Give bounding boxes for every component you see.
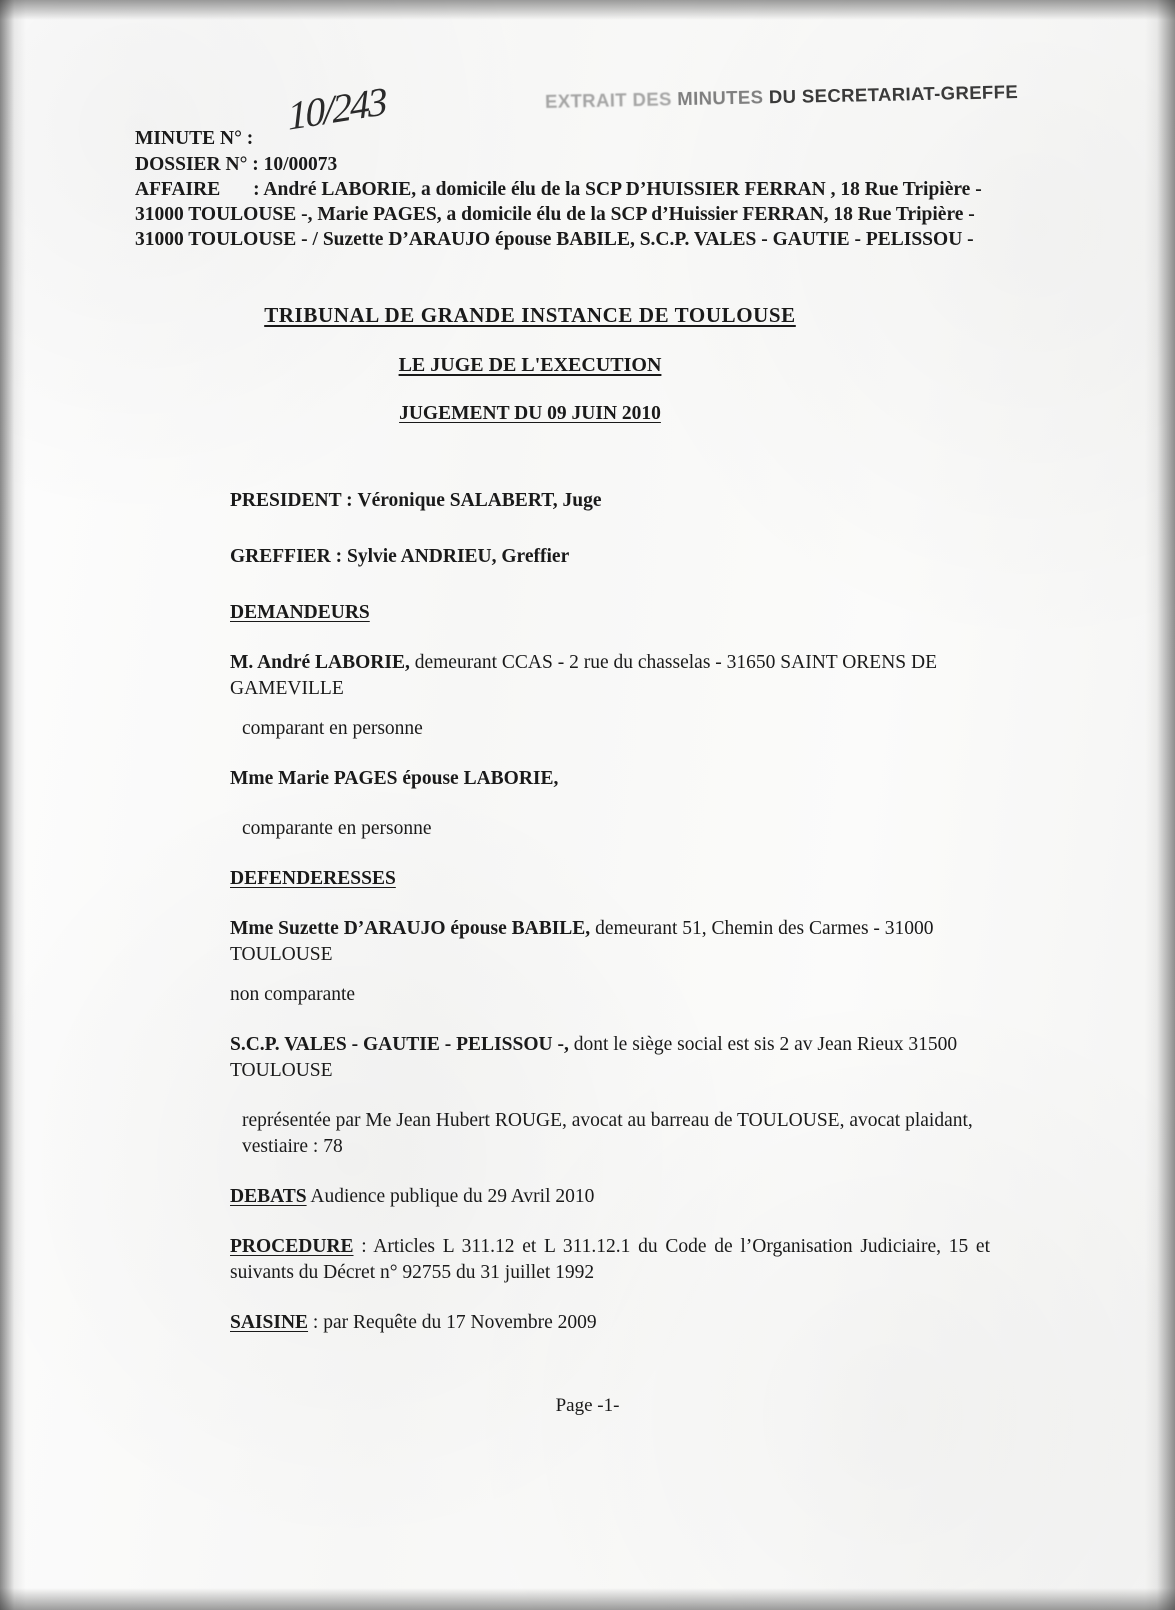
stamp-part-extrait: EXTRAIT DES <box>544 88 672 112</box>
scan-edge-top <box>0 0 1175 20</box>
scan-edge-left <box>0 0 26 1610</box>
saisine-line <box>230 1310 990 1336</box>
minute-handwritten-number: 10/243 <box>286 78 387 139</box>
demandeur-2-status: comparante en personne <box>242 818 432 839</box>
affaire-label: AFFAIRE <box>135 179 221 200</box>
saisine-label: SAISINE <box>230 1312 309 1333</box>
defendeur-2-counsel: représentée par Me Jean Hubert ROUGE, avocat au barreau de TOULOUSE, avocat plaidant, vestiaire : 78 <box>242 1110 973 1157</box>
defendeur-2 <box>230 1032 990 1084</box>
procedure-line <box>230 1234 990 1286</box>
defendeur-1-status: non comparante <box>230 984 356 1005</box>
demandeur-1 <box>230 650 990 702</box>
page-footer <box>0 1395 1175 1417</box>
demandeur-1-name: M. André LABORIE, <box>230 652 410 673</box>
president-line <box>230 488 990 514</box>
defenderesses-heading: DEFENDERESSES <box>230 868 396 889</box>
dossier-label: DOSSIER N° : <box>135 154 259 175</box>
affaire-row <box>135 177 990 252</box>
dossier-row <box>135 152 990 177</box>
affaire-colon: : <box>253 179 260 200</box>
judgment-title: JUGEMENT DU 09 JUIN 2010 <box>399 403 661 424</box>
saisine-value: : par Requête du 17 Novembre 2009 <box>308 1312 597 1333</box>
scan-edge-bottom <box>0 1588 1175 1610</box>
court-title: TRIBUNAL DE GRANDE INSTANCE DE TOULOUSE <box>264 303 796 327</box>
chamber-title: LE JUGE DE L'EXECUTION <box>398 354 662 376</box>
debats-label: DEBATS <box>230 1186 307 1207</box>
demandeur-2-name: Mme Marie PAGES épouse LABORIE, <box>230 768 559 789</box>
defendeur-2-name: S.C.P. VALES - GAUTIE - PELISSOU -, <box>230 1034 569 1055</box>
scan-edge-right <box>1145 0 1175 1610</box>
minute-label: MINUTE N° : <box>135 128 254 149</box>
affaire-text: André LABORIE, a domicile élu de la SCP D’HUISSIER FERRAN , 18 Rue Tripière - 31000 TOULOUSE -, Marie PAGES, a domicile élu de la SCP d’Huissier FERRAN, 18 Rue Tripière - 31000 TOULOUSE - / Suzette D’ARAUJO épouse BABILE, S.C.P. VALES - GAUTIE - PELISSOU - <box>135 179 982 250</box>
debats-value: Audience publique du 29 Avril 2010 <box>306 1186 595 1207</box>
stamp-part-secretariat: DU SECRETARIAT-GREFFE <box>768 81 1019 108</box>
president-value: Véronique SALABERT, Juge <box>357 490 602 511</box>
parties-block <box>230 488 990 1360</box>
procedure-label: PROCEDURE <box>230 1236 354 1257</box>
dossier-value: 10/00073 <box>263 154 338 175</box>
demandeur-1-address: demeurant CCAS - 2 rue du chasselas - 31650 SAINT ORENS DE GAMEVILLE <box>230 652 938 699</box>
defendeur-1-address: demeurant 51, Chemin des Carmes - 31000 TOULOUSE <box>230 918 934 965</box>
defendeur-2-address: dont le siège social est sis 2 av Jean Rieux 31500 TOULOUSE <box>230 1034 958 1081</box>
demandeur-1-status: comparant en personne <box>242 718 423 739</box>
title-block <box>135 303 925 425</box>
defendeur-1-name: Mme Suzette D’ARAUJO épouse BABILE, <box>230 918 591 939</box>
demandeurs-heading: DEMANDEURS <box>230 602 370 623</box>
debats-line <box>230 1184 990 1210</box>
president-label: PRESIDENT : <box>230 490 353 511</box>
procedure-value: : Articles L 311.12 et L 311.12.1 du Code de l’Organisation Judiciaire, 15 et suivants du Décret n° 92755 du 31 juillet 1992 <box>230 1236 990 1283</box>
greffier-value: Sylvie ANDRIEU, Greffier <box>347 546 570 567</box>
defendeur-1 <box>230 916 990 968</box>
stamp-part-minutes: MINUTES <box>677 86 764 110</box>
greffier-label: GREFFIER : <box>230 546 343 567</box>
greffier-line <box>230 544 990 570</box>
page-number: Page -1- <box>555 1395 620 1416</box>
greffe-stamp <box>545 81 1018 113</box>
